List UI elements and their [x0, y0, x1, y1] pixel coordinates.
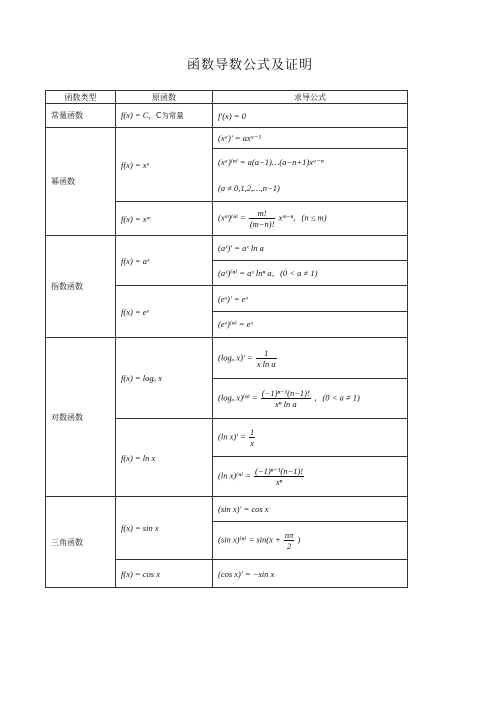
formula-log-1: (logₐ x)′ = $\frac{1}{\text{x ln a}}$ [213, 338, 408, 379]
table-row [46, 497, 408, 522]
func-cos: f(x) = cos x [116, 560, 213, 588]
formula-power-1: (xᵃ)′ = axᵃ⁻¹ [213, 128, 408, 149]
table-row [46, 104, 408, 128]
func-exp-e: f(x) = eˣ [116, 286, 213, 338]
category-power: 幂函数 [46, 128, 116, 236]
formula-const: f′(x) = 0 [213, 104, 408, 128]
table-row [46, 338, 408, 379]
formula-trig-1: (sin x)′ = cos x [213, 497, 408, 522]
formula-log-4: (ln x)⁽ⁿ⁾ = $\frac{\text{(−1)ⁿ⁻¹(n−1)!}}{\text{xⁿ}}$ [213, 457, 408, 497]
func-power-a: f(x) = xᵃ [116, 128, 213, 202]
category-log: 对数函数 [46, 338, 116, 497]
formula-trig-3: (cos x)′ = −sin x [213, 560, 408, 588]
formula-power-2: (xᵃ)⁽ⁿ⁾ = a(a−1)…(a−n+1)xᵃ⁻ⁿ [213, 149, 408, 176]
formula-exp-2: (aˣ)⁽ⁿ⁾ = aˣ lnⁿ a，(0 < a ≠ 1) [213, 261, 408, 286]
table-row [46, 128, 408, 149]
formula-exp-4: (eˣ)⁽ⁿ⁾ = eˣ [213, 312, 408, 338]
func-log-e: f(x) = ln x [116, 419, 213, 497]
func-log-a: f(x) = logₐ x [116, 338, 213, 419]
header-category: 函数类型 [46, 91, 116, 104]
header-original: 原函数 [116, 91, 213, 104]
formula-log-3: (ln x)′ = $\frac{1}{x}$ [213, 419, 408, 457]
func-const: f(x) = C，C为常量 [116, 104, 213, 128]
category-trig: 三角函数 [46, 497, 116, 588]
formula-power-3: (a ≠ 0,1,2,…,n−1) [213, 176, 408, 202]
category-const: 常量函数 [46, 104, 116, 128]
formula-exp-3: (eˣ)′ = eˣ [213, 286, 408, 312]
func-sin: f(x) = sin x [116, 497, 213, 560]
page-title: 函数导数公式及证明 [186, 58, 313, 73]
derivative-formula-table [45, 90, 408, 588]
table-header-row [46, 91, 408, 104]
formula-power-4: (xᵐ)⁽ⁿ⁾ = $\frac{m!}{(m-n)!}$ xᵐ⁻ⁿ，(n ≤ m) [213, 202, 408, 236]
func-power-m: f(x) = xᵐ [116, 202, 213, 236]
category-exp: 指数函数 [46, 236, 116, 338]
func-exp-a: f(x) = aˣ [116, 236, 213, 286]
header-result: 求导公式 [213, 91, 408, 104]
formula-trig-2: (sin x)⁽ⁿ⁾ = sin(x + $\frac{n\pi}{2}$ ) [213, 522, 408, 560]
table-row [46, 236, 408, 261]
formula-log-2: (logₐ x)⁽ⁿ⁾ = $\frac{\text{(−1)ⁿ⁻¹(n−1)!}}{\text{xⁿ ln a}}$ ，(0 < a ≠ 1) [213, 379, 408, 419]
formula-exp-1: (aˣ)′ = aˣ ln a [213, 236, 408, 261]
